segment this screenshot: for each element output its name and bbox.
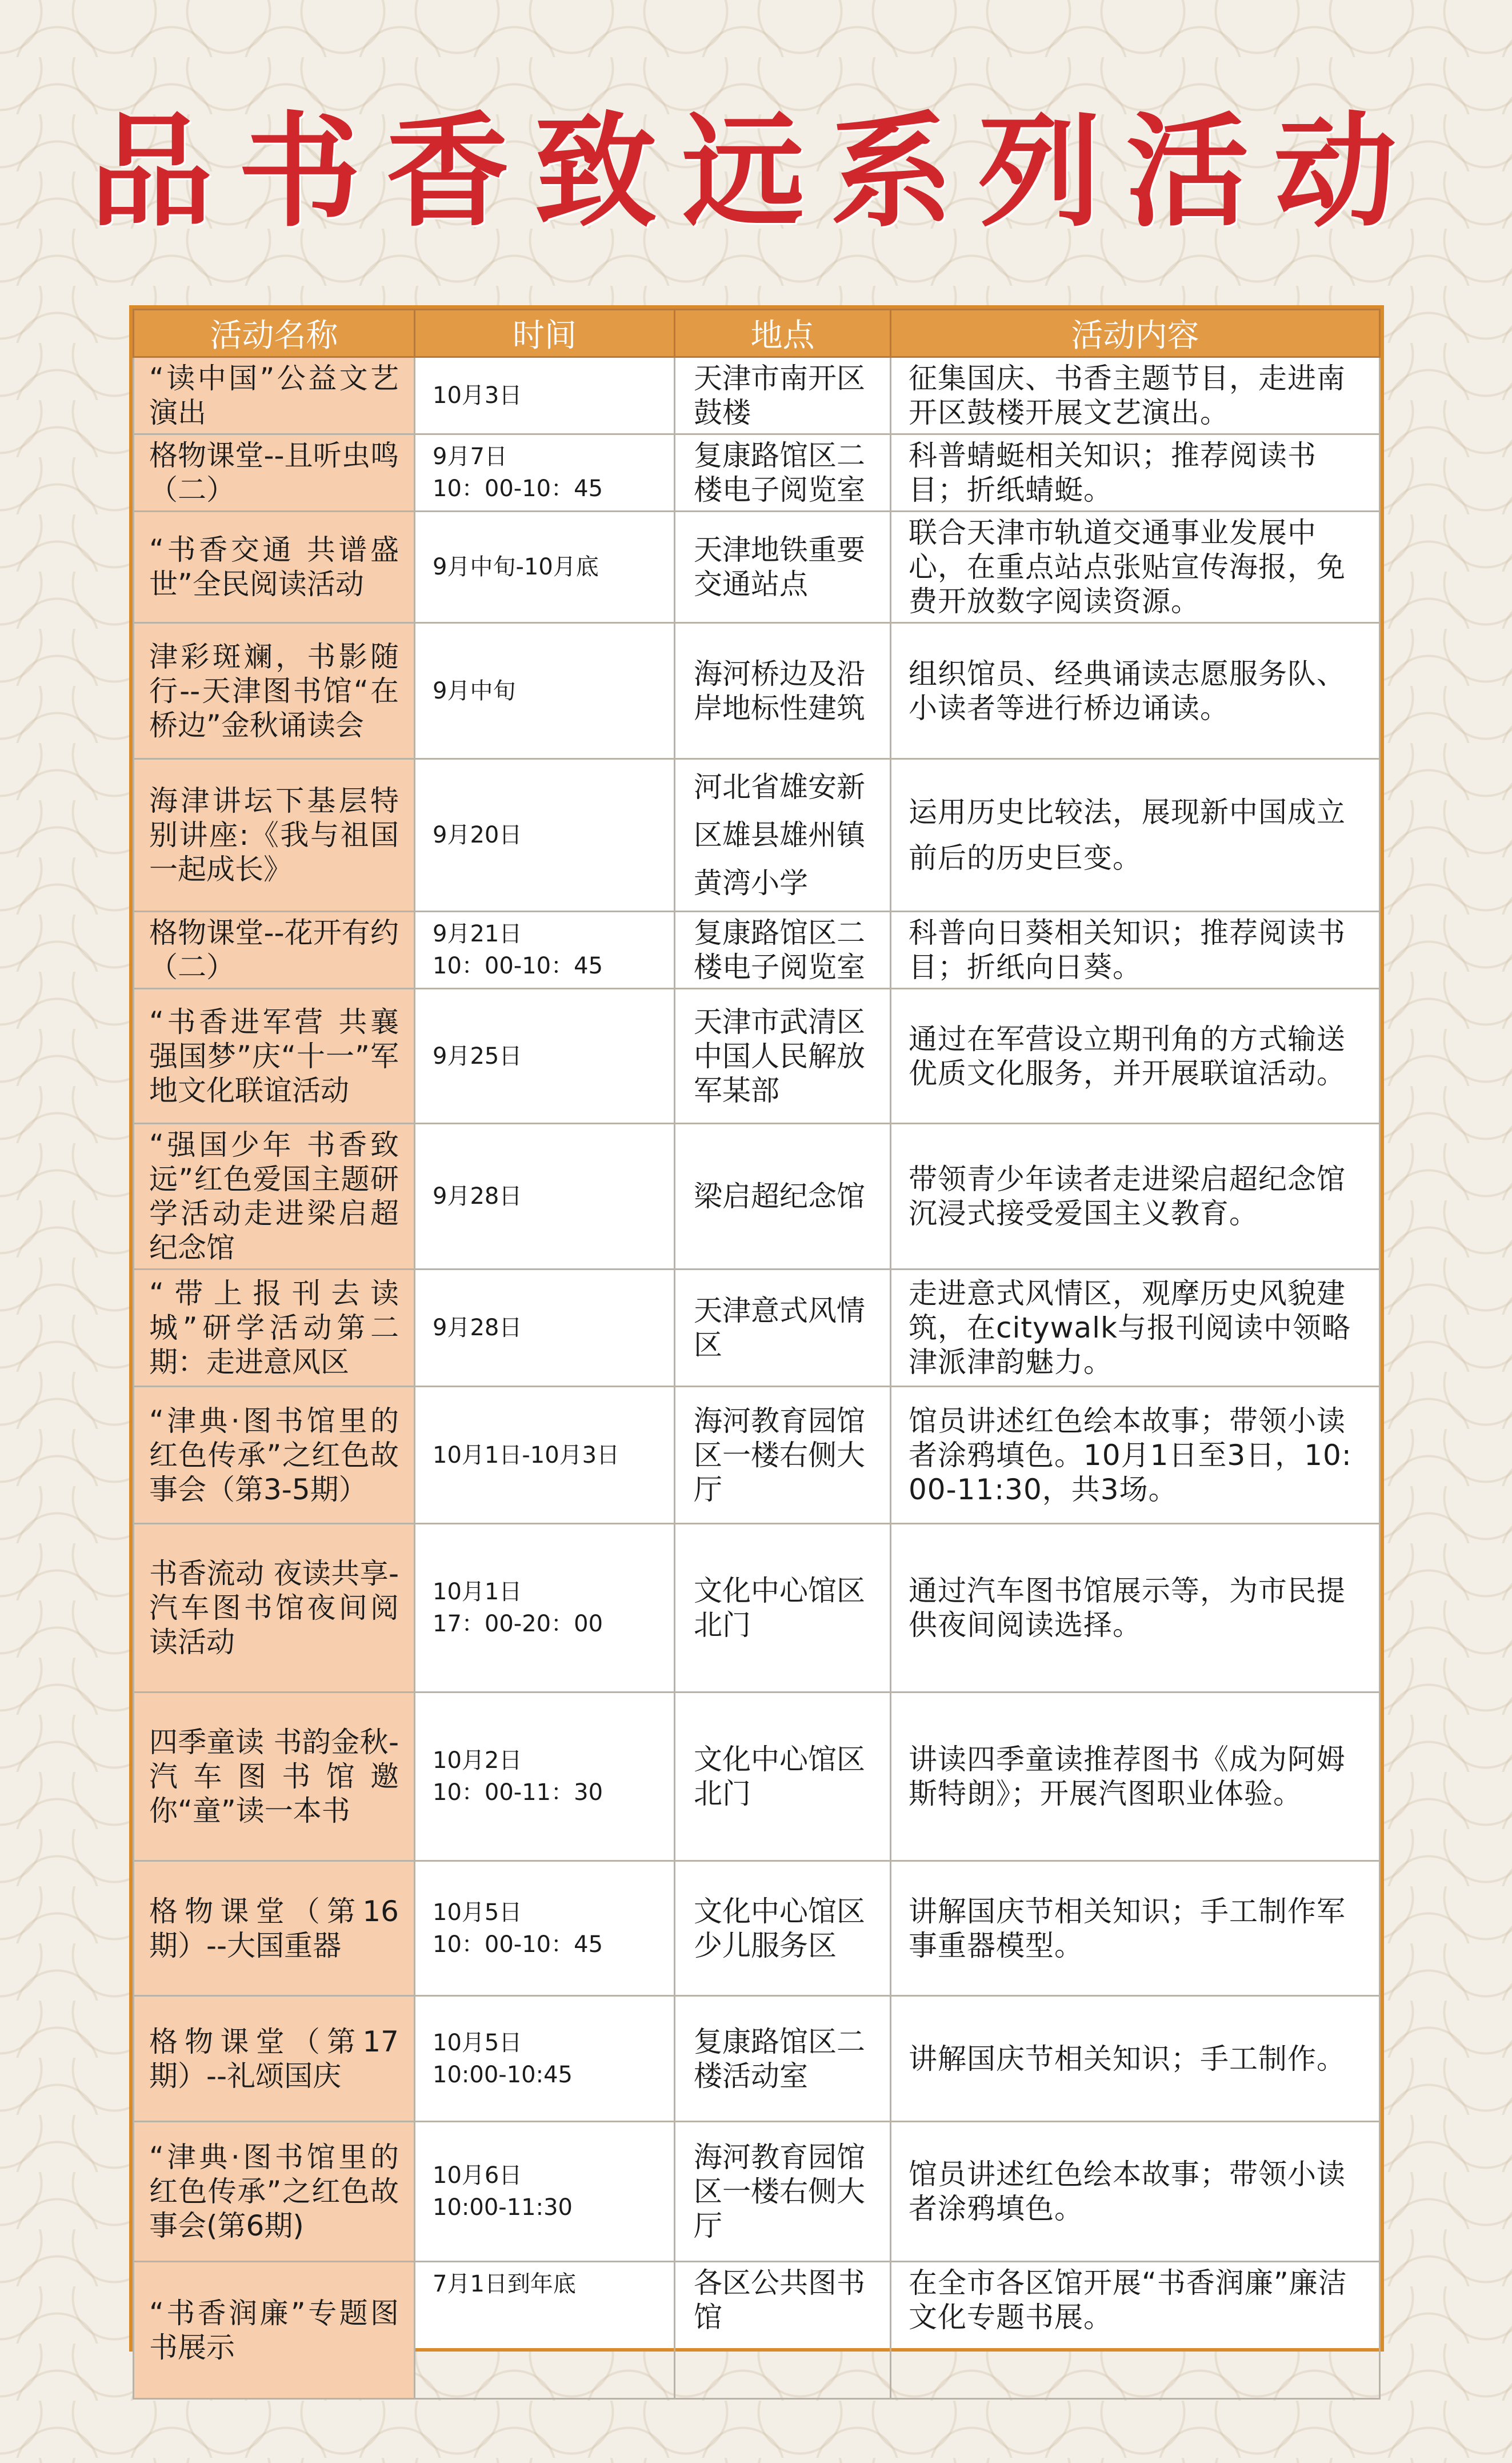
activity-time	[415, 1124, 675, 1270]
activity-location: 各区公共图书馆	[675, 2262, 891, 2399]
activity-content: 馆员讲述红色绘本故事；带领小读者涂鸦填色。	[891, 2122, 1380, 2262]
activity-name: “带上报刊去读城”研学活动第二期：走进意风区	[134, 1270, 415, 1387]
activity-table-grid	[133, 309, 1381, 2400]
time-line: 10月5日	[433, 1899, 522, 1926]
activity-time	[415, 1270, 675, 1387]
activity-name: 格物课堂--花开有约（二）	[134, 912, 415, 989]
activity-content: 运用历史比较法，展现新中国成立前后的历史巨变。	[891, 759, 1380, 912]
activity-time	[415, 1387, 675, 1524]
activity-content: 讲读四季童读推荐图书《成为阿姆斯特朗》；开展汽图职业体验。	[891, 1692, 1380, 1861]
table-row	[134, 1996, 1380, 2122]
activity-location: 文化中心馆区北门	[675, 1692, 891, 1861]
activity-name: “书香交通 共谱盛世”全民阅读活动	[134, 512, 415, 623]
activity-name: 津彩斑斓，书影随行--天津图书馆“在桥边”金秋诵读会	[134, 623, 415, 759]
page-title: 品书香致远系列活动	[90, 99, 1422, 243]
time-line: 10月1日	[433, 1579, 522, 1605]
table-row	[134, 2122, 1380, 2262]
activity-location: 天津市南开区鼓楼	[675, 357, 891, 434]
activity-name: 四季童读 书韵金秋-汽车图书馆邀你“童”读一本书	[134, 1692, 415, 1861]
table-row	[134, 1692, 1380, 1861]
activity-location: 海河教育园馆区一楼右侧大厅	[675, 2122, 891, 2262]
table-row	[134, 759, 1380, 912]
activity-time	[415, 912, 675, 989]
time-line: 17：00-20：00	[433, 1611, 603, 1637]
activity-time	[415, 2122, 675, 2262]
activity-content: 走进意式风情区，观摩历史风貌建筑，在citywalk与报刊阅读中领略津派津韵魅力。	[891, 1270, 1380, 1387]
activity-name: 格物课堂--且听虫鸣（二）	[134, 434, 415, 512]
time-line: 9月28日	[433, 1315, 522, 1341]
activity-time	[415, 989, 675, 1124]
time-line: 10:00-11:30	[433, 2194, 573, 2221]
activity-time	[415, 759, 675, 912]
table-header-row	[134, 310, 1380, 357]
activity-location: 复康路馆区二楼活动室	[675, 1996, 891, 2122]
time-line: 10：00-10：45	[433, 953, 603, 979]
activity-location: 海河桥边及沿岸地标性建筑	[675, 623, 891, 759]
table-row	[134, 1861, 1380, 1996]
activity-content: 联合天津市轨道交通事业发展中心，在重点站点张贴宣传海报，免费开放数字阅读资源。	[891, 512, 1380, 623]
activity-content: 通过汽车图书馆展示等，为市民提供夜间阅读选择。	[891, 1524, 1380, 1692]
activity-content: 征集国庆、书香主题节目，走进南开区鼓楼开展文艺演出。	[891, 357, 1380, 434]
activity-location: 文化中心馆区北门	[675, 1524, 891, 1692]
table-row	[134, 1387, 1380, 1524]
table-row	[134, 1124, 1380, 1270]
activity-time	[415, 1524, 675, 1692]
activity-time	[415, 1861, 675, 1996]
table-row	[134, 623, 1380, 759]
time-line: 9月20日	[433, 822, 522, 848]
activity-content: 讲解国庆节相关知识；手工制作军事重器模型。	[891, 1861, 1380, 1996]
activity-name: “津典·图书馆里的红色传承”之红色故事会（第3-5期）	[134, 1387, 415, 1524]
time-line: 9月28日	[433, 1183, 522, 1209]
activity-time	[415, 434, 675, 512]
time-line: 10：00-10：45	[433, 476, 603, 502]
table-row	[134, 357, 1380, 434]
header-time: 时间	[415, 310, 675, 357]
time-line: 9月7日	[433, 444, 507, 470]
table-row	[134, 1524, 1380, 1692]
activity-content: 组织馆员、经典诵读志愿服务队、小读者等进行桥边诵读。	[891, 623, 1380, 759]
activity-name: “书香进军营 共襄强国梦”庆“十一”军地文化联谊活动	[134, 989, 415, 1124]
activity-name: 书香流动 夜读共享-汽车图书馆夜间阅读活动	[134, 1524, 415, 1692]
activity-time	[415, 357, 675, 434]
activity-time	[415, 1692, 675, 1861]
time-line: 10：00-10：45	[433, 1931, 603, 1958]
activity-location: 河北省雄安新区雄县雄州镇黄湾小学	[675, 759, 891, 912]
activity-location: 天津地铁重要交通站点	[675, 512, 891, 623]
activity-time	[415, 1996, 675, 2122]
time-line: 10月1日-10月3日	[433, 1442, 620, 1468]
activity-content: 通过在军营设立期刊角的方式输送优质文化服务，并开展联谊活动。	[891, 989, 1380, 1124]
table-row	[134, 2262, 1380, 2399]
activity-content: 带领青少年读者走进梁启超纪念馆沉浸式接受爱国主义教育。	[891, 1124, 1380, 1270]
activity-location: 复康路馆区二楼电子阅览室	[675, 912, 891, 989]
activity-content: 在全市各区馆开展“书香润廉”廉洁文化专题书展。	[891, 2262, 1380, 2399]
time-line: 10月2日	[433, 1747, 522, 1774]
time-line: 9月25日	[433, 1043, 522, 1069]
header-location: 地点	[675, 310, 891, 357]
header-content: 活动内容	[891, 310, 1380, 357]
activity-location: 复康路馆区二楼电子阅览室	[675, 434, 891, 512]
activity-content: 讲解国庆节相关知识；手工制作。	[891, 1996, 1380, 2122]
activity-content: 科普向日葵相关知识；推荐阅读书目；折纸向日葵。	[891, 912, 1380, 989]
activity-name: 格物课堂（第17期）--礼颂国庆	[134, 1996, 415, 2122]
activity-content: 科普蜻蜓相关知识；推荐阅读书目；折纸蜻蜓。	[891, 434, 1380, 512]
time-line: 10月6日	[433, 2162, 522, 2189]
time-line: 7月1日到年底	[433, 2271, 576, 2297]
activity-table	[129, 305, 1384, 2364]
activity-location: 天津市武清区中国人民解放军某部	[675, 989, 891, 1124]
activity-name: “读中国”公益文艺演出	[134, 357, 415, 434]
activity-location: 海河教育园馆区一楼右侧大厅	[675, 1387, 891, 1524]
time-line: 9月中旬	[433, 677, 516, 704]
activity-name: “强国少年 书香致远”红色爱国主题研学活动走进梁启超纪念馆	[134, 1124, 415, 1270]
activity-time	[415, 512, 675, 623]
header-activity-name: 活动名称	[134, 310, 415, 357]
time-line: 10：00-11：30	[433, 1779, 603, 1806]
table-row	[134, 1270, 1380, 1387]
activity-content: 馆员讲述红色绘本故事；带领小读者涂鸦填色。10月1日至3日，10:00-11:30，共3场。	[891, 1387, 1380, 1524]
activity-name: 海津讲坛下基层特别讲座:《我与祖国一起成长》	[134, 759, 415, 912]
activity-time	[415, 2262, 675, 2399]
time-line: 10:00-10:45	[433, 2061, 573, 2088]
time-line: 9月中旬-10月底	[433, 554, 599, 580]
activity-time	[415, 623, 675, 759]
table-row	[134, 434, 1380, 512]
table-row	[134, 989, 1380, 1124]
activity-name: “津典·图书馆里的红色传承”之红色故事会(第6期)	[134, 2122, 415, 2262]
table-row	[134, 912, 1380, 989]
table-row	[134, 512, 1380, 623]
time-line: 9月21日	[433, 921, 522, 947]
time-line: 10月3日	[433, 382, 522, 409]
activity-name: 格物课堂（第16期）--大国重器	[134, 1861, 415, 1996]
activity-location: 梁启超纪念馆	[675, 1124, 891, 1270]
activity-location: 文化中心馆区少儿服务区	[675, 1861, 891, 1996]
time-line: 10月5日	[433, 2029, 522, 2056]
activity-name: “书香润廉”专题图书展示	[134, 2262, 415, 2399]
activity-location: 天津意式风情区	[675, 1270, 891, 1387]
